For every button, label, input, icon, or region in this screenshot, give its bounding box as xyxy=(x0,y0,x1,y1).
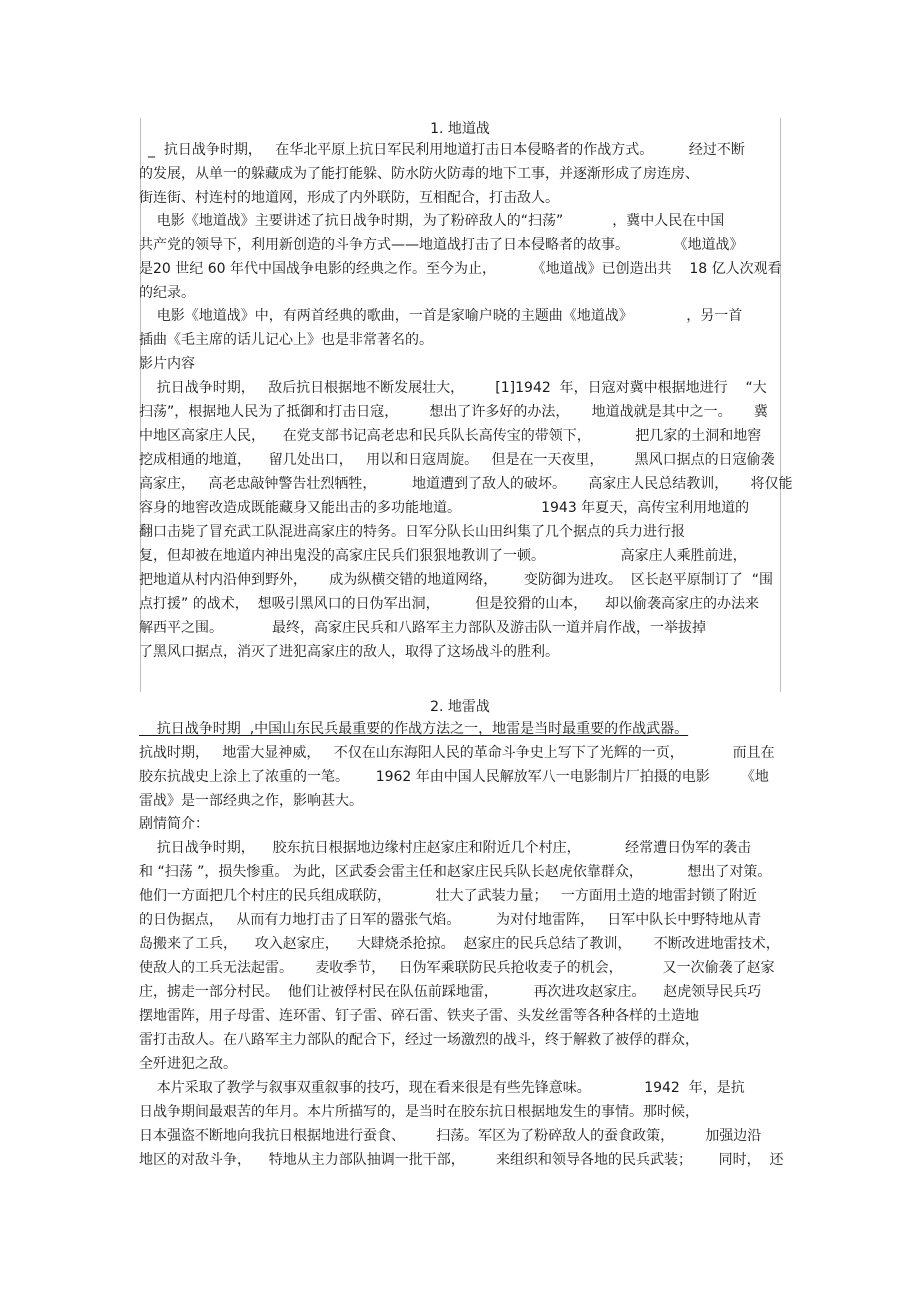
paragraph-line: 抗日战争时期 ,中国山东民兵最重要的作战方法之一，地雷是当时最重要的作战武器。 xyxy=(139,721,689,737)
paragraph-line: 庄，掳走一部分村民。 他们让被俘村民在队伍前踩地雷， 再次进攻赵家庄。 赵虎领导民兵巧 xyxy=(139,984,762,1000)
paragraph-line: 是20 世纪 60 年代中国战争电影的经典之作。至今为止， 《地道战》已创造出共 18 亿人次观看 xyxy=(139,261,782,277)
paragraph-line: 把地道从村内沿伸到野外， 成为纵横交错的地道网络， 变防御为进攻。 区长赵平原制订了 “围 xyxy=(139,572,774,588)
paragraph-line: 的纪录。 xyxy=(139,285,195,301)
subheading: 影片内容 xyxy=(139,356,195,372)
paragraph-line: 共产党的领导下，利用新创造的斗争方式——地道战打击了日本侵略者的故事。 《地道战》 xyxy=(139,237,744,253)
section-2-title: 2. 地雷战 xyxy=(430,699,490,715)
section-1-title: 1. 地道战 xyxy=(430,121,490,137)
paragraph-line: _ 抗日战争时期， 在华北平原上抗日军民利用地道打击日本侵略者的作战方式。 经过不断 xyxy=(148,142,745,158)
paragraph-line: 挖成相通的地道， 留几处出口， 用以和日寇周旋。 但是在一天夜里， 黑风口据点的日寇偷袭 xyxy=(139,452,775,468)
paragraph-line: 电影《地道战》中，有两首经典的歌曲，一首是家喻户晓的主题曲《地道战》 ，另一首 xyxy=(139,308,743,324)
paragraph-line: 日战争期间最艰苦的年月。本片所描写的，是当时在胶东抗日根据地发生的事情。那时候， xyxy=(139,1104,699,1120)
paragraph-line: 本片采取了教学与叙事双重叙事的技巧，现在看来很是有些先锋意味。 1942 年，是抗 xyxy=(139,1080,745,1096)
paragraph-line: 抗战时期， 地雷大显神威， 不仅在山东海阳人民的革命斗争史上写下了光辉的一页， 而且在 xyxy=(139,745,775,761)
paragraph-line: 岛搬来了工兵， 攻入赵家庄， 大肆烧杀抢掠。 赵家庄的民兵总结了教训， 不断改进地雷技术， xyxy=(139,936,780,952)
paragraph-line: 点打援” 的战术， 想吸引黑风口的日伪军出洞， 但是狡猾的山本， 却以偷袭高家庄的办法来 xyxy=(139,596,760,612)
paragraph-line: 日本强盗不断地向我抗日根据地进行蚕食、 扫荡。军区为了粉碎敌人的蚕食政策， 加强边沿 xyxy=(139,1128,762,1144)
paragraph-line: 他们一方面把几个村庄的民兵组成联防， 壮大了武装力量； 一方面用土造的地雷封锁了附近 xyxy=(139,888,757,904)
subheading: 剧情简介： xyxy=(139,816,209,832)
paragraph-line: 翻口击毙了冒充武工队混进高家庄的特务。日军分队长山田纠集了几个据点的兵力进行报 xyxy=(139,524,685,540)
paragraph-line: 扫荡”，根据地人民为了抵御和打击日寇， 想出了许多好的办法， 地道战就是其中之一。 冀 xyxy=(139,404,768,420)
paragraph-line: 复，但却被在地道内神出鬼没的高家庄民兵们狠狠地教训了一顿。 高家庄人乘胜前进， xyxy=(139,548,747,564)
paragraph-line: 插曲《毛主席的话儿记心上》也是非常著名的。 xyxy=(139,332,433,348)
paragraph-line: 和 “扫荡 ”，损失惨重。 为此，区武委会雷主任和赵家庄民兵队长赵虎依靠群众， 想出了对策。 xyxy=(139,864,772,880)
paragraph-line: 雷战》是一部经典之作，影响甚大。 xyxy=(139,793,363,809)
right-margin-rule xyxy=(780,118,781,692)
paragraph-line: 高家庄， 高老忠敲钟警告壮烈牺牲， 地道遭到了敌人的破坏。 高家庄人民总结教训， 将仅能 xyxy=(139,476,793,492)
paragraph-line: 使敌人的工兵无法起雷。 麦收季节， 日伪军乘联防民兵抢收麦子的机会， 又一次偷袭了赵家 xyxy=(139,960,775,976)
paragraph-line: 街连街、村连村的地道网，形成了内外联防，互相配合，打击敌人。 xyxy=(139,190,559,206)
paragraph-line: 中地区高家庄人民， 在党支部书记高老忠和民兵队长高传宝的带领下， 把几家的土洞和地窖 xyxy=(139,428,762,444)
paragraph-line: 抗日战争时期， 胶东抗日根据地边缘村庄赵家庄和附近几个村庄， 经常遭日伪军的袭击 xyxy=(139,840,752,856)
paragraph-line: 抗日战争时期， 敌后抗日根据地不断发展壮大， [1]1942 年，日寇对冀中根据地进行 “大 xyxy=(139,380,767,396)
paragraph-line: 容身的地窖改造成既能藏身又能出击的多功能地道。 1943 年夏天，高传宝利用地道的 xyxy=(139,500,750,516)
paragraph-line: 全歼进犯之敌。 xyxy=(139,1056,237,1072)
paragraph-line: 胶东抗战史上涂上了浓重的一笔。 1962 年由中国人民解放军八一电影制片厂拍摄的电影 《地 xyxy=(139,769,769,785)
paragraph-line: 地区的对敌斗争， 特地从主力部队抽调一批干部， 来组织和领导各地的民兵武装； 同时， 还 xyxy=(139,1152,784,1168)
paragraph-line: 了黑风口据点，消灭了进犯高家庄的敌人，取得了这场战斗的胜利。 xyxy=(139,644,559,660)
paragraph-line: 雷打击敌人。在八路军主力部队的配合下，经过一场激烈的战斗，终于解救了被俘的群众， xyxy=(139,1032,699,1048)
paragraph-line: 解西平之围。 最终，高家庄民兵和八路军主力部队及游击队一道并肩作战，一举拔掉 xyxy=(139,620,706,636)
paragraph-line: 的发展，从单一的躲藏成为了能打能躲、防水防火防毒的地下工事，并逐渐形成了房连房、 xyxy=(139,166,699,182)
paragraph-line: 电影《地道战》主要讲述了抗日战争时期，为了粉碎敌人的“扫荡” ，冀中人民在中国 xyxy=(139,213,725,229)
paragraph-line: 的日伪据点， 从而有力地打击了日军的嚣张气焰。 为对付地雷阵， 日军中队长中野特地从青 xyxy=(139,912,762,928)
paragraph-line: 摆地雷阵，用子母雷、连环雷、钉子雷、碎石雷、铁夹子雷、头发丝雷等各种各样的土造地 xyxy=(139,1008,699,1024)
